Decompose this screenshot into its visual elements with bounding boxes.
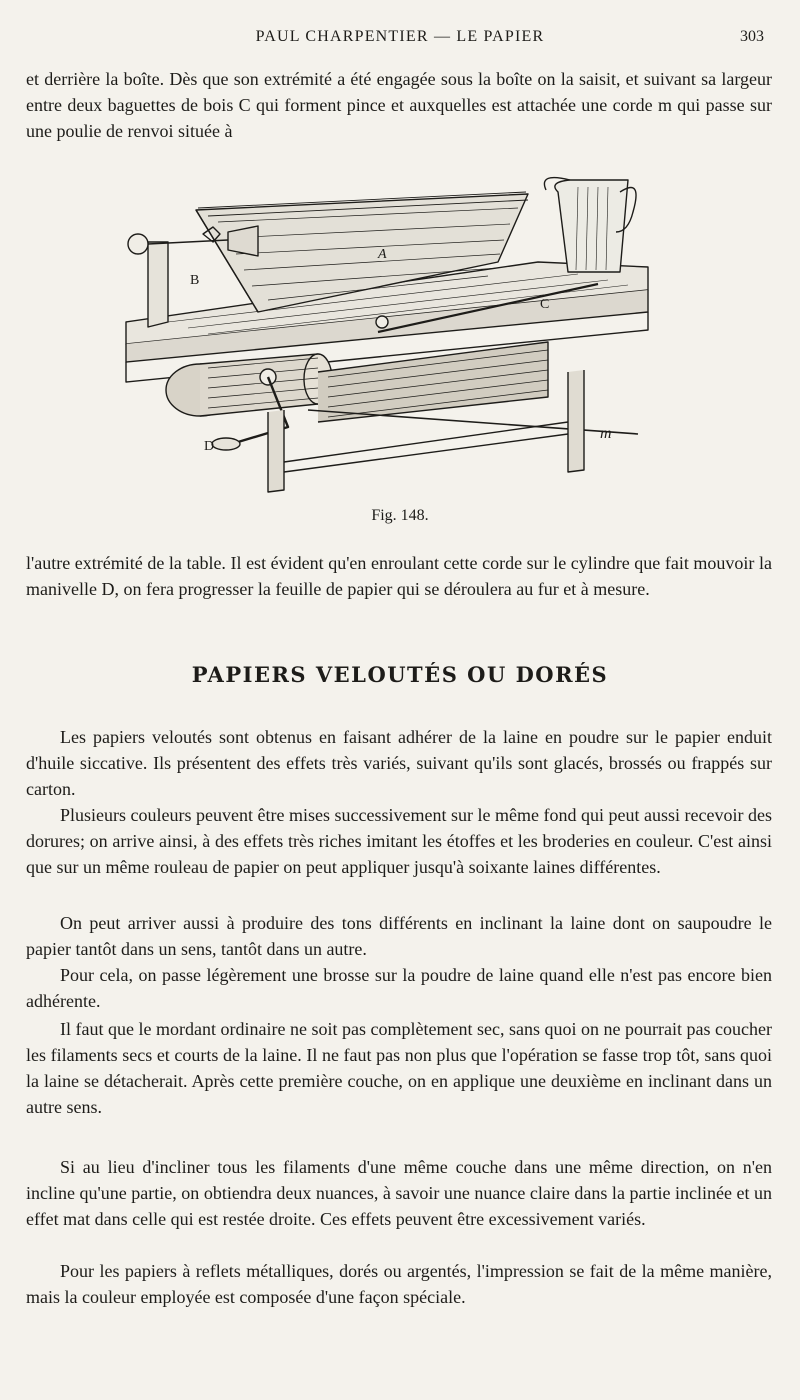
running-title: PAUL CHARPENTIER — LE PAPIER bbox=[255, 28, 545, 45]
page-number: 303 bbox=[740, 28, 764, 45]
section-paragraph-3: On peut arriver aussi à produire des tons différents en inclinant la laine dont on saupoudre le papier tantôt dans un sens, tantôt dans un autre. bbox=[26, 913, 772, 959]
clamp-b bbox=[148, 242, 168, 327]
section-heading: PAPIERS VELOUTÉS OU DORÉS bbox=[191, 662, 609, 687]
figure-caption: Fig. 148. bbox=[371, 507, 429, 524]
table-leg-left bbox=[268, 410, 284, 492]
cord-m bbox=[308, 410, 638, 434]
section-paragraph-1: Les papiers veloutés sont obtenus en faisant adhérer de la laine en poudre sur le papier enduit d'huile siccative. Ils présentent des effets très variés, suivant qu'ils sont glacés, brossés ou frappés sur carton. bbox=[26, 727, 772, 799]
running-head bbox=[0, 28, 800, 52]
label-d: D bbox=[204, 439, 215, 454]
label-b: B bbox=[190, 273, 200, 288]
table-leg-right bbox=[568, 370, 584, 472]
section-paragraph-2: Plusieurs couleurs peuvent être mises successivement sur le même fond qui peut aussi recevoir des dorures; on arrive ainsi, à des effets très riches imitant les étoffes et les broderies en couleur. C'est ainsi que sur un même rouleau de papier on peut appliquer jusqu'à soixante laines différentes. bbox=[26, 805, 772, 877]
jug bbox=[555, 180, 628, 272]
label-c: C bbox=[540, 297, 550, 312]
section-paragraph-4: Pour cela, on passe légèrement une brosse sur la poudre de laine quand elle n'est pas encore bien adhérente. bbox=[26, 965, 772, 1011]
paragraph-continuation: et derrière la boîte. Dès que son extrémité a été engagée sous la boîte on la saisit, et suivant sa largeur entre deux baguettes de bois C qui forment pince et auxquelles est attachée une corde m qui passe sur une poulie de renvoi située à bbox=[26, 69, 772, 141]
section-paragraph-6: Si au lieu d'incliner tous les filaments d'une même couche dans une même direction, on n'en incline qu'une partie, on obtiendra deux nuances, à savoir une nuance claire dans la partie inclinée et un effet mat dans celle qui est restée droite. Ces effets peuvent être excessivement variés. bbox=[26, 1157, 772, 1229]
section-paragraph-5: Il faut que le mordant ordinaire ne soit pas complètement sec, sans quoi on ne pourrait pas coucher les filaments secs et courts de la laine. Il ne faut pas non plus que l'opération se fasse trop tôt, sans quoi la laine se détacherait. Après cette première couche, on en applique une deuxième en inclinant dans un autre sens. bbox=[26, 1019, 772, 1117]
figure-148-illustration bbox=[108, 172, 668, 502]
label-a: A bbox=[378, 247, 387, 262]
paragraph-explanation: l'autre extrémité de la table. Il est évident qu'en enroulant cette corde sur le cylindre que fait mouvoir la manivelle D, on fera progresser la feuille de papier qui se déroulera au fur et à mesure. bbox=[26, 553, 772, 599]
label-m: m bbox=[600, 425, 612, 442]
section-paragraph-7: Pour les papiers à reflets métalliques, dorés ou argentés, l'impression se fait de la même manière, mais la couleur employée est composée d'une façon spéciale. bbox=[26, 1261, 772, 1307]
